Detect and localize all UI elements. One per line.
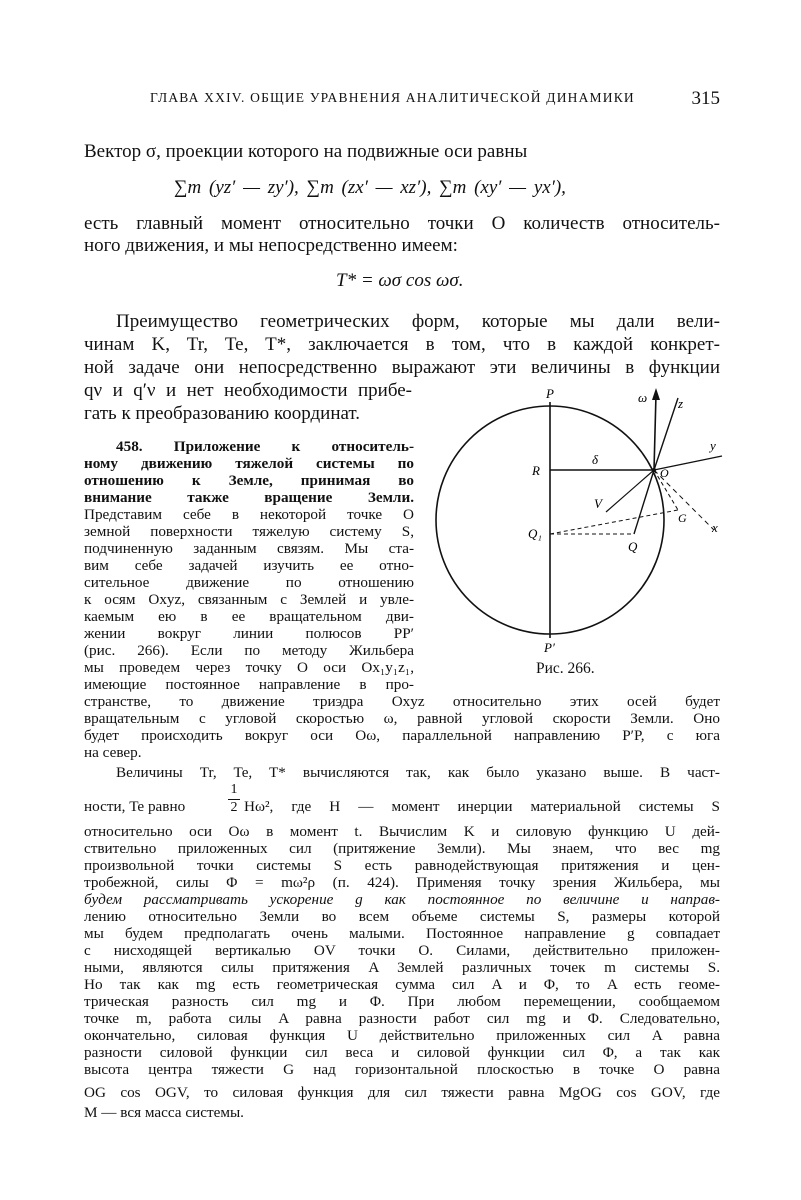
para2-line-5: произвольной точки системы S есть равнодействующая притяжения и цен- bbox=[84, 857, 720, 874]
label-q1: Q₁ bbox=[528, 526, 542, 541]
label-z: z bbox=[678, 396, 684, 411]
para1-line-3: ной задаче они непосредственно выражают эти величины в функции bbox=[84, 357, 720, 378]
label-delta: δ bbox=[592, 452, 599, 467]
para2-line-16: разности силовой функции сил веса и силовой функции сил Φ, а так как bbox=[84, 1044, 720, 1061]
para2-line-6: тробежной, силы Φ = mω²ρ (п. 424). Применяя точку зрения Жильбера, мы bbox=[84, 874, 720, 891]
para2-line-17: высота центра тяжести G над горизонтальной плоскостью в точке O равна bbox=[84, 1061, 720, 1078]
para2-line-12: Но так как mg есть геометрическая сумма сил A и Φ, то A есть геоме- bbox=[84, 976, 720, 993]
para2-line-10: с нисходящей вертикалью OV точки O. Силами, действительно приложен- bbox=[84, 942, 720, 959]
section-line-7: подчиненную заданным связям. Мы ста- bbox=[84, 540, 414, 557]
label-r: R bbox=[532, 463, 540, 478]
para2-line-9: мы будем предполагать очень малыми. Постоянное направление g совпадает bbox=[84, 925, 720, 942]
intro-line-1: есть главный момент относительно точки O количеств относитель- bbox=[84, 213, 720, 234]
label-v: V bbox=[594, 496, 602, 511]
label-x: x bbox=[712, 520, 718, 535]
para2-line-7: будем рассматривать ускорение g как постоянное по величине и направ- bbox=[84, 891, 720, 908]
vertical-ov bbox=[634, 470, 654, 534]
section-title-2: ному движению тяжелой системы по bbox=[84, 455, 414, 472]
section-title-3: отношению к Земле, принимая во bbox=[84, 472, 414, 489]
fraction bbox=[228, 782, 240, 816]
point-o bbox=[652, 468, 656, 472]
para2-line-8: лению относительно Земли во всем объеме системы S, размеры которой bbox=[84, 908, 720, 925]
fraction-denominator: 2 bbox=[228, 799, 240, 816]
section-line-17: вращательным с угловой скоростью ω, равной угловой скорости Земли. Оно bbox=[84, 710, 720, 727]
section-title-1: 458. Приложение к относитель- bbox=[116, 438, 414, 455]
label-y: y bbox=[710, 438, 716, 453]
section-title-4: внимание также вращение Земли. bbox=[84, 489, 414, 506]
section-line-5: Представим себе в некоторой точке O bbox=[84, 506, 414, 523]
intro-line-2: ного движения, и мы непосредственно имеем: bbox=[84, 235, 458, 256]
running-head: ГЛАВА XXIV. ОБЩИЕ УРАВНЕНИЯ АНАЛИТИЧЕСКОЙ ДИНАМИКИ bbox=[150, 90, 635, 105]
section-line-16: странстве, то движение триэдра Oxyz относительно этих осей будет bbox=[84, 693, 720, 710]
label-o: O bbox=[660, 466, 669, 480]
label-omega: ω bbox=[638, 390, 648, 405]
label-g: G bbox=[678, 511, 687, 525]
section-line-6: земной поверхности тяжелую систему S, bbox=[84, 523, 414, 540]
section-line-19: на север. bbox=[84, 744, 142, 761]
label-q: Q bbox=[628, 539, 638, 554]
para1-line-5: гать к преобразованию координат. bbox=[84, 403, 361, 424]
label-p-prime: P′ bbox=[544, 640, 555, 655]
section-line-11: каемым ею в ее вращательном дви- bbox=[84, 608, 414, 625]
page-header bbox=[84, 88, 720, 118]
fraction-numerator: 1 bbox=[230, 782, 238, 797]
para2-line-3: относительно оси Oω в момент t. Вычислим K и силовую функцию U дей- bbox=[84, 823, 720, 840]
para2-line-13: трическая разность сил mg и Φ. При любом перемещении, сообщаемом bbox=[84, 993, 720, 1010]
para2-line-1: Величины Tr, Te, T* вычисляются так, как было указано выше. В част- bbox=[116, 764, 720, 781]
para1-line-1: Преимущество геометрических форм, которые мы дали вели- bbox=[116, 311, 720, 332]
figure-caption: Рис. 266. bbox=[536, 660, 595, 677]
section-line-8: вим себе задачей изучить ее отно- bbox=[84, 557, 414, 574]
section-line-9: сительное движение по отношению bbox=[84, 574, 414, 591]
para2-line-15: окончательно, силовая функция U действительно приложенных сил A равна bbox=[84, 1027, 720, 1044]
para2-line-2-b: Hω², где H — момент инерции материальной системы S bbox=[244, 798, 720, 815]
section-line-15: имеющие постоянное направление в про- bbox=[84, 676, 414, 693]
section-line-13: (рис. 266). Если по методу Жильбера bbox=[84, 642, 414, 659]
para2-line-18: OG cos OGV, то силовая функция для сил тяжести равна MgOG cos GOV, где bbox=[84, 1084, 720, 1101]
omega-arrow bbox=[652, 388, 660, 400]
projections-formula: ∑m (yz′ — zy′), ∑m (zx′ — xz′), ∑m (xy′ — yx′), bbox=[174, 177, 566, 198]
section-line-18: будет происходить вокруг оси Oω, параллельной направлению P′P, с юга bbox=[84, 727, 720, 744]
page-number: 315 bbox=[691, 88, 720, 109]
z-axis bbox=[654, 398, 678, 470]
para1-line-2: чинам K, Tr, Te, T*, заключается в том, что в каждой конкрет- bbox=[84, 334, 720, 355]
para2-line-11: ными, являются силы притяжения A Землей различных точек m системы S. bbox=[84, 959, 720, 976]
para2-line-2-a: ности, Te равно bbox=[84, 798, 186, 815]
dashed-q1-g bbox=[550, 510, 678, 534]
para1-line-4: qν и q′ν и нет необходимости прибе- bbox=[84, 380, 412, 401]
section-line-10: к осям Oxyz, связанным с Землей и увле- bbox=[84, 591, 414, 608]
label-p: P bbox=[546, 386, 554, 401]
vector-line: Вектор σ, проекции которого на подвижные оси равны bbox=[84, 141, 528, 162]
figure-266 bbox=[426, 384, 726, 684]
para2-line-4: ствительно приложенных сил (притяжение Земли). Мы знаем, что вес mg bbox=[84, 840, 720, 857]
section-line-14: мы проведем через точку O оси Ox₁y₁z₁, bbox=[84, 659, 414, 676]
omega-axis bbox=[654, 394, 656, 470]
kinetic-energy-formula: T* = ωσ cos ωσ. bbox=[336, 270, 464, 291]
para2-line-19: M — вся масса системы. bbox=[84, 1104, 244, 1121]
para2-line-14: точке m, работа силы A равна разности работ сил mg и Φ. Следовательно, bbox=[84, 1010, 720, 1027]
section-line-12: жении вокруг линии полюсов PP′ bbox=[84, 625, 414, 642]
